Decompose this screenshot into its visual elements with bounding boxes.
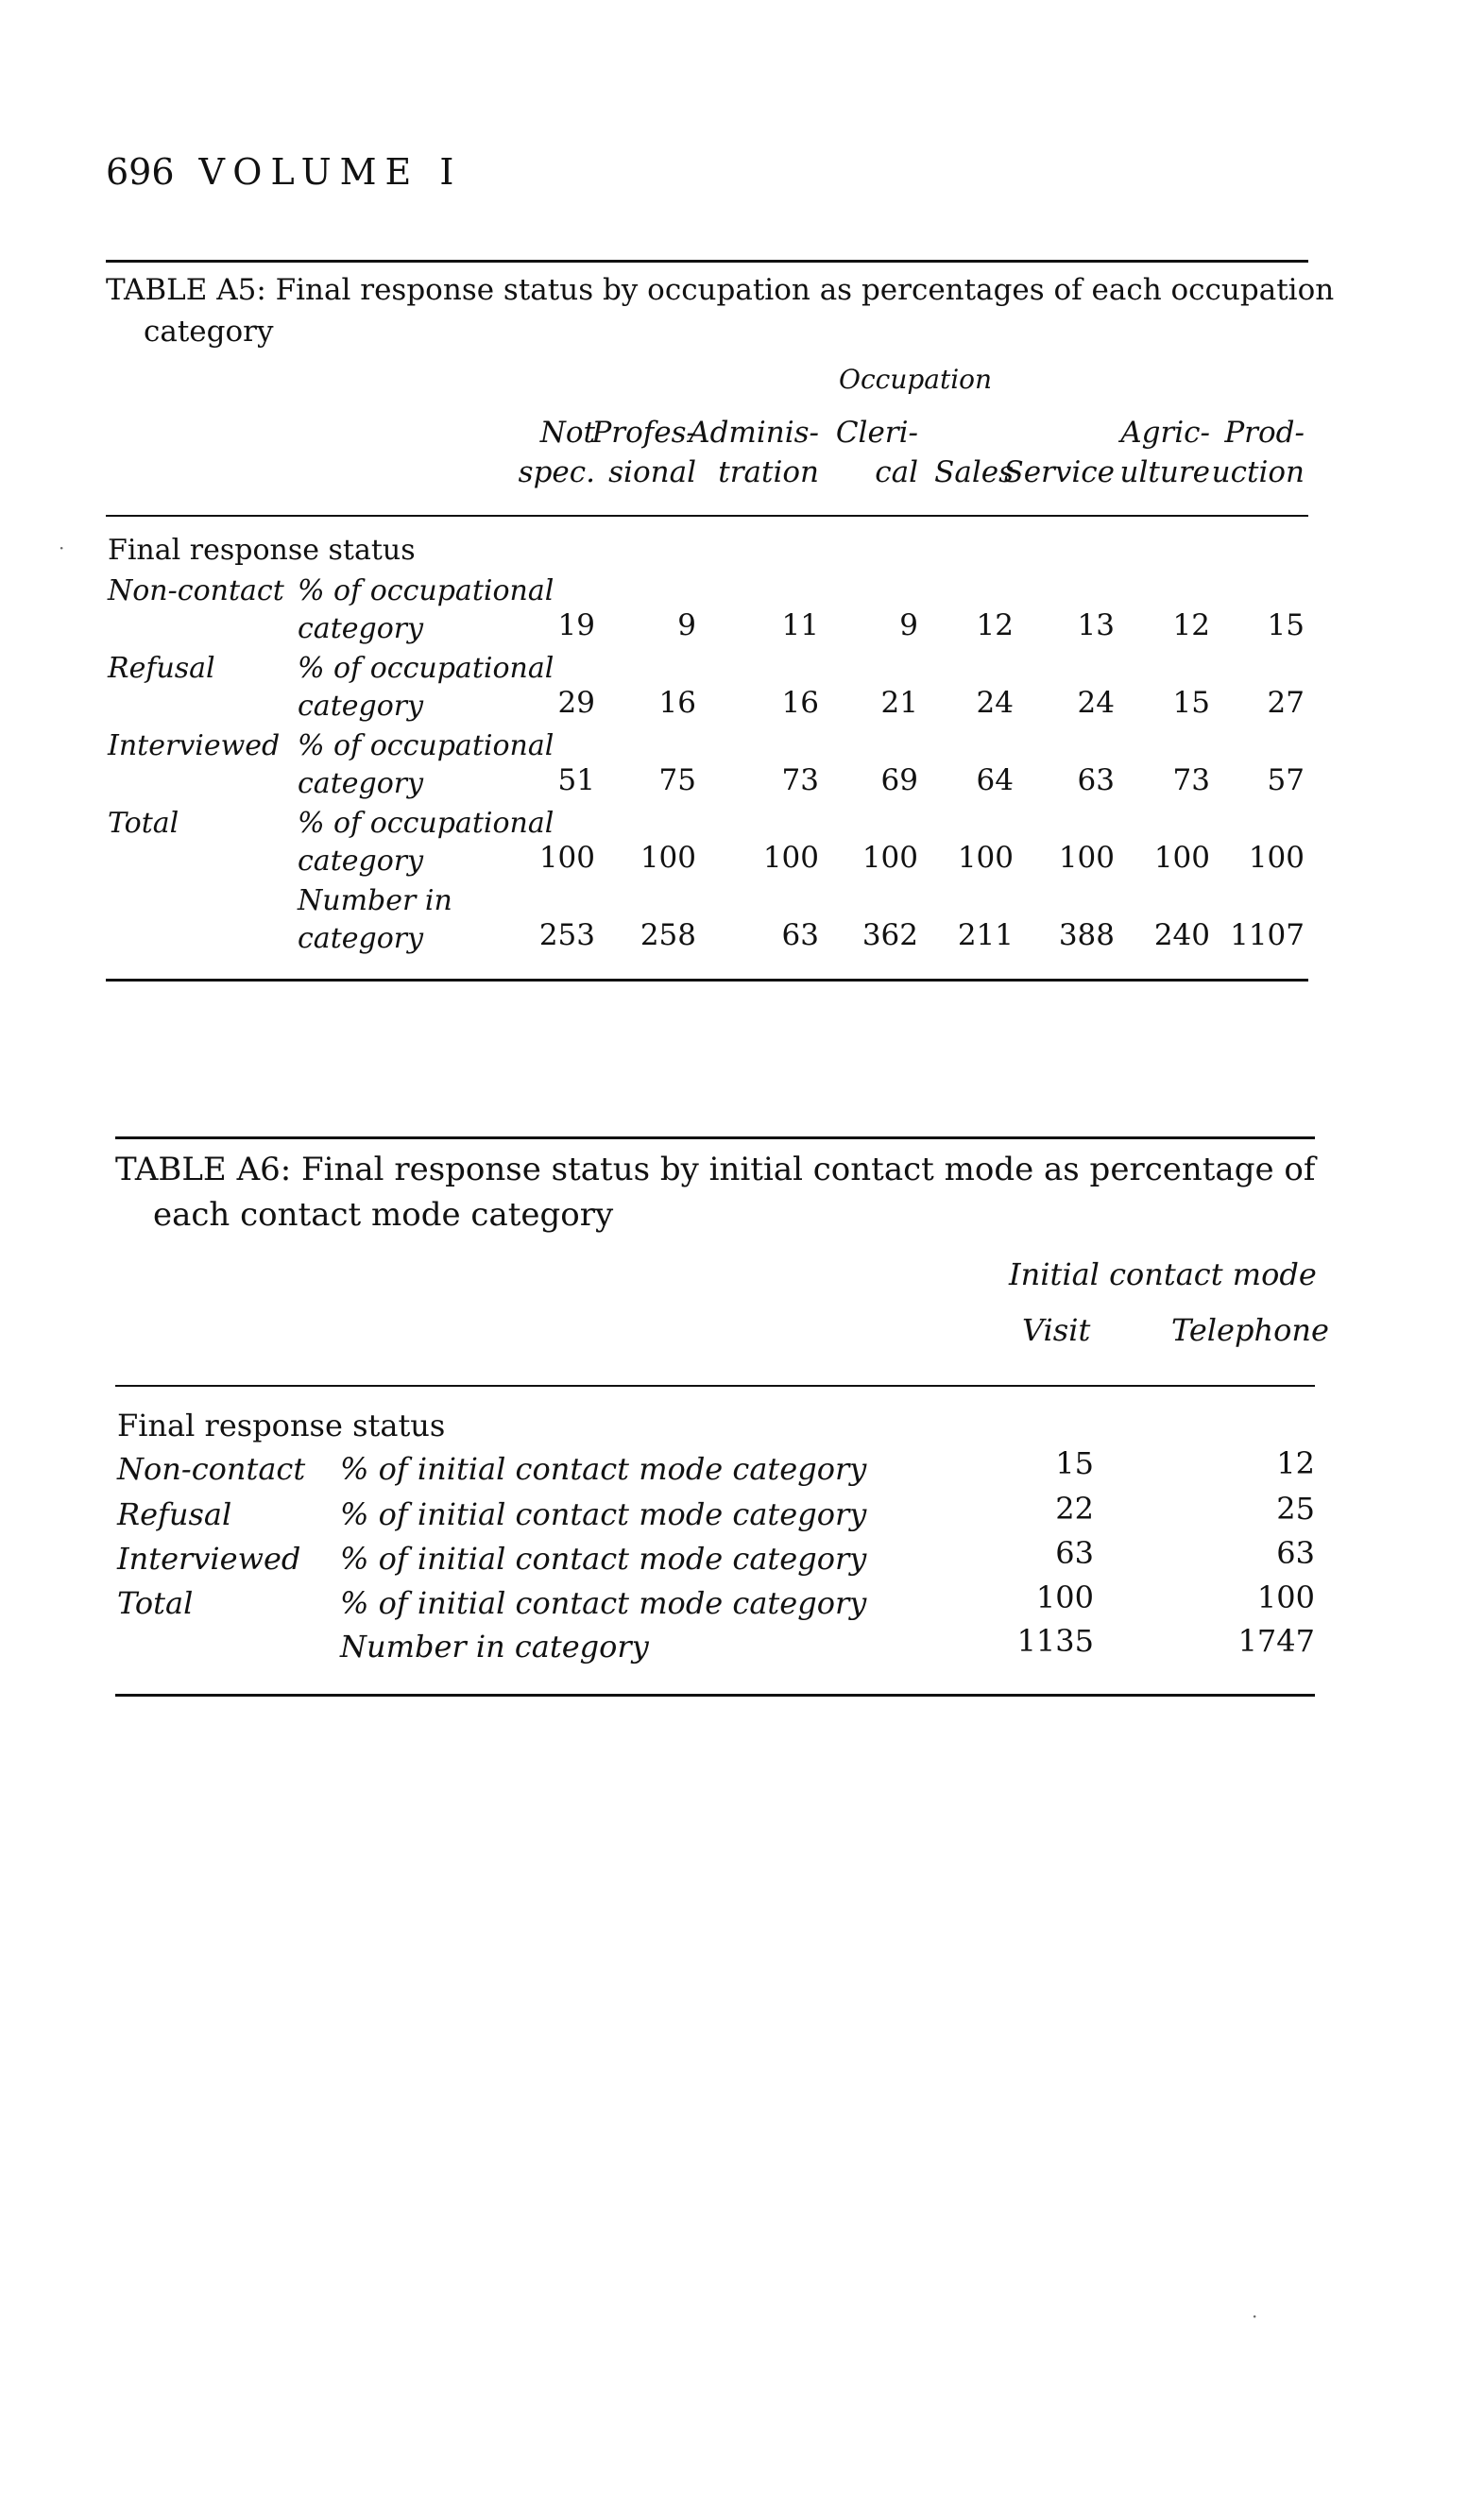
table-a5-cell: 240: [1153, 918, 1210, 952]
table-a5-cell: 16: [781, 686, 819, 720]
table-a6-cell: 25: [1276, 1491, 1315, 1527]
table-a5-cell: 100: [762, 841, 819, 875]
table-a5-row-label: Non-contact: [108, 574, 284, 607]
table-a5-cell: 27: [1267, 686, 1305, 720]
table-a5-cell: 211: [957, 918, 1014, 952]
page-header: [106, 151, 462, 193]
table-a6-row-measure: % of initial contact mode category: [340, 1451, 867, 1487]
table-a5-row-measure: % of occupational: [298, 807, 554, 840]
table-a6-section-label: Final response status: [117, 1408, 446, 1443]
table-a5-header-rule: [106, 515, 1308, 517]
table-a5-cell: 51: [557, 763, 595, 797]
table-a5-caption: [106, 269, 1334, 352]
table-a5-column-header: Cleri-: [835, 416, 918, 450]
table-a5-column-header: sional: [608, 455, 696, 489]
table-a6-cell: 12: [1276, 1445, 1315, 1481]
table-a5-cell: 388: [1058, 918, 1115, 952]
table-a5-cell: 15: [1267, 608, 1305, 642]
table-a6-row-label: Interviewed: [117, 1541, 301, 1577]
table-a5-row-measure: category: [298, 612, 424, 645]
table-a5-cell: 362: [861, 918, 918, 952]
table-a5-column-header: uction: [1211, 455, 1305, 489]
table-a6-group-header: Initial contact mode: [1009, 1256, 1317, 1292]
table-a5-row-measure: category: [298, 690, 424, 723]
table-a5-row-label: Interviewed: [108, 729, 281, 762]
table-a5-row-measure: Number in: [298, 884, 452, 917]
table-a5-row-label: Refusal: [108, 652, 215, 685]
table-a6-cell: 1747: [1237, 1623, 1315, 1659]
table-a5-cell: 100: [1153, 841, 1210, 875]
table-a5-cell: 1107: [1230, 918, 1305, 952]
table-a5-cell: 24: [1077, 686, 1115, 720]
table-a5-cell: 100: [1248, 841, 1305, 875]
page-number: 696: [106, 151, 175, 193]
table-a6-cell: 1135: [1016, 1623, 1094, 1659]
table-a5-cell: 16: [658, 686, 696, 720]
table-a6-cell: 100: [1035, 1579, 1094, 1615]
table-a5-row-measure: % of occupational: [298, 729, 554, 762]
volume-label: VOLUME I: [198, 151, 463, 193]
table-a5-cell: 24: [976, 686, 1014, 720]
table-a5-cell: 12: [1172, 608, 1210, 642]
stray-mark: ·: [1252, 2305, 1258, 2328]
table-a5-column-header: Adminis-: [689, 416, 819, 450]
table-a5-section-label: Final response status: [108, 534, 416, 567]
table-a6-caption: [115, 1147, 1315, 1238]
table-a6-header-rule: [115, 1385, 1315, 1387]
table-a5-column-header: Sales: [934, 455, 1014, 489]
table-a5-column-header: Prod-: [1224, 416, 1305, 450]
table-a5-cell: 19: [557, 608, 595, 642]
table-a5-column-header: cal: [875, 455, 918, 489]
table-a5-column-header: Agric-: [1120, 416, 1210, 450]
table-a5-cell: 258: [640, 918, 696, 952]
table-a5-cell: 9: [677, 608, 696, 642]
stray-mark: ·: [59, 537, 65, 559]
table-a5-column-header: Service: [1003, 455, 1115, 489]
table-a5-cell: 100: [1058, 841, 1115, 875]
table-a6-bottom-rule: [115, 1694, 1315, 1697]
table-a6-caption-line2: each contact mode category: [153, 1196, 614, 1234]
table-a5-cell: 21: [880, 686, 918, 720]
table-a6-caption-line1: TABLE A6: Final response status by initial contact mode as percentage of: [115, 1151, 1316, 1188]
table-a5-cell: 63: [1077, 763, 1115, 797]
table-a6-row-measure: % of initial contact mode category: [340, 1496, 867, 1532]
table-a5-column-header: ulture: [1119, 455, 1210, 489]
table-a5-cell: 73: [1172, 763, 1210, 797]
table-a6-row-measure: % of initial contact mode category: [340, 1541, 867, 1577]
table-a5-cell: 73: [781, 763, 819, 797]
table-a5-cell: 100: [640, 841, 696, 875]
table-a5-bottom-rule: [106, 979, 1308, 982]
table-a6-row-measure: Number in category: [340, 1629, 649, 1665]
table-a6-row-label: Refusal: [117, 1496, 232, 1532]
table-a6-col-visit: Visit: [1022, 1312, 1091, 1348]
table-a5-cell: 11: [781, 608, 819, 642]
table-a5-row-measure: category: [298, 767, 424, 800]
table-a6-cell: 63: [1276, 1535, 1315, 1571]
table-a5-column-header: spec.: [518, 455, 595, 489]
table-a5-cell: 12: [976, 608, 1014, 642]
table-a5-cell: 63: [781, 918, 819, 952]
table-a6-row-measure: % of initial contact mode category: [340, 1585, 867, 1621]
table-a5-cell: 100: [957, 841, 1014, 875]
table-a5-cell: 69: [880, 763, 918, 797]
table-a5-row-measure: category: [298, 922, 424, 955]
table-a6-row-label: Non-contact: [117, 1451, 306, 1487]
table-a5-top-rule: [106, 260, 1308, 263]
table-a5-column-header: tration: [718, 455, 819, 489]
table-a5-cell: 15: [1172, 686, 1210, 720]
table-a5-group-header: Occupation: [839, 364, 993, 395]
table-a5-cell: 57: [1267, 763, 1305, 797]
table-a5-caption-line2: category: [144, 315, 274, 349]
table-a6-cell: 22: [1055, 1491, 1094, 1527]
table-a5-cell: 9: [899, 608, 918, 642]
table-a5-cell: 13: [1077, 608, 1115, 642]
table-a6-col-telephone: Telephone: [1171, 1312, 1329, 1348]
table-a5-row-measure: % of occupational: [298, 574, 554, 607]
table-a5-column-header: Profes-: [591, 416, 696, 450]
table-a5-cell: 100: [538, 841, 595, 875]
table-a6-cell: 15: [1055, 1445, 1094, 1481]
table-a5-cell: 100: [861, 841, 918, 875]
table-a5-row-measure: % of occupational: [298, 652, 554, 685]
table-a5-cell: 29: [557, 686, 595, 720]
table-a5-row-measure: category: [298, 845, 424, 878]
table-a6-top-rule: [115, 1136, 1315, 1139]
table-a5-cell: 253: [538, 918, 595, 952]
table-a5-column-header: Not: [539, 416, 595, 450]
table-a5-caption-line1: TABLE A5: Final response status by occupation as percentages of each occupation: [106, 273, 1335, 307]
table-a6-cell: 100: [1256, 1579, 1315, 1615]
table-a5-cell: 64: [976, 763, 1014, 797]
table-a5-cell: 75: [658, 763, 696, 797]
table-a5-row-label: Total: [108, 807, 179, 840]
table-a6-row-label: Total: [117, 1585, 194, 1621]
table-a6-cell: 63: [1055, 1535, 1094, 1571]
